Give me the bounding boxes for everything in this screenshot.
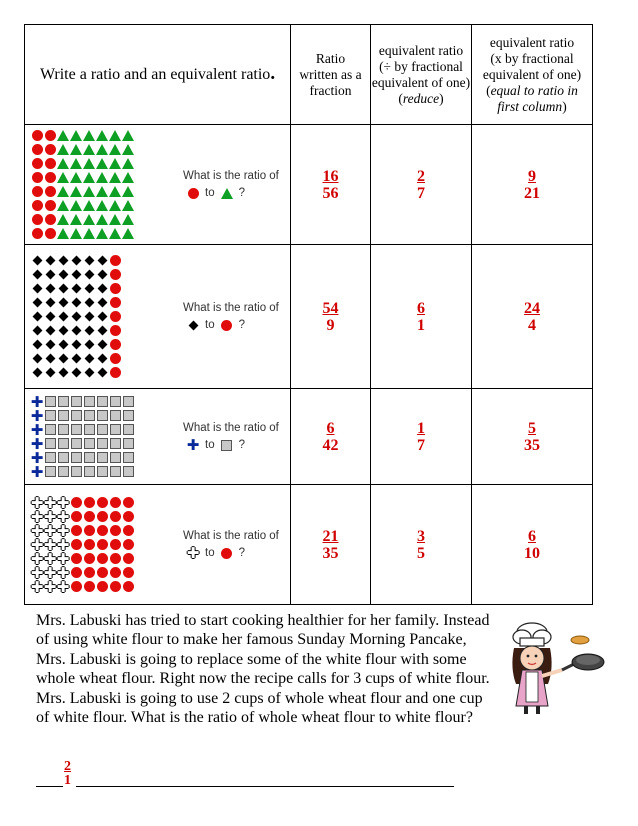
black-diamond-icon <box>31 283 43 295</box>
ratio-fraction: 21 35 <box>291 485 371 605</box>
outline-cross-icon: ✚ <box>43 507 57 526</box>
ratio-fraction: 54 9 <box>291 245 371 389</box>
red-circle-icon <box>70 511 82 523</box>
question-prompt: What is the ratio of ✚ to ? <box>183 421 279 454</box>
black-diamond-icon <box>96 297 108 309</box>
gray-square-icon <box>122 410 134 422</box>
black-diamond-icon <box>44 255 56 267</box>
red-circle-icon <box>109 367 121 379</box>
gray-square-icon <box>44 452 56 464</box>
green-triangle-icon <box>96 144 108 156</box>
question-prompt: What is the ratio of ✚ to ? <box>183 529 279 562</box>
outline-cross-icon: ✚ <box>43 577 57 596</box>
black-diamond-icon <box>31 339 43 351</box>
red-circle-icon <box>83 497 95 509</box>
shape-grid <box>30 493 134 596</box>
black-diamond-icon <box>57 255 69 267</box>
gray-square-icon <box>44 438 56 450</box>
gray-square-icon <box>57 424 69 436</box>
gray-square-icon <box>221 439 233 451</box>
green-triangle-icon <box>57 158 69 170</box>
red-circle-icon <box>44 130 56 142</box>
green-triangle-icon <box>122 130 134 142</box>
black-diamond-icon <box>83 353 95 365</box>
red-circle-icon <box>44 200 56 212</box>
reduced-fraction: 3 5 <box>371 485 472 605</box>
gray-square-icon <box>122 396 134 408</box>
outline-cross-icon: ✚ <box>56 563 70 582</box>
red-circle-icon <box>122 525 134 537</box>
table-row <box>25 485 593 605</box>
green-triangle-icon <box>83 228 95 240</box>
black-diamond-icon <box>57 297 69 309</box>
black-diamond-icon <box>70 367 82 379</box>
answer-blank-short <box>36 786 63 787</box>
black-diamond-icon <box>83 269 95 281</box>
gray-square-icon <box>83 466 95 478</box>
outline-cross-icon: ✚ <box>30 549 44 568</box>
black-diamond-icon <box>31 367 43 379</box>
green-triangle-icon <box>96 130 108 142</box>
gray-square-icon <box>83 396 95 408</box>
outline-cross-icon: ✚ <box>30 493 44 512</box>
gray-square-icon <box>122 466 134 478</box>
green-triangle-icon <box>57 144 69 156</box>
green-triangle-icon <box>83 172 95 184</box>
red-circle-icon <box>31 214 43 226</box>
green-triangle-icon <box>57 228 69 240</box>
blue-cross-icon: ✚ <box>30 406 44 425</box>
green-triangle-icon <box>70 186 82 198</box>
shape-grid <box>30 392 134 481</box>
answer-fraction: $\frac{2}{1}$ <box>64 759 71 788</box>
red-circle-icon <box>96 567 108 579</box>
picture-cell <box>25 485 291 605</box>
answer-blank-long <box>76 786 454 787</box>
gray-square-icon <box>57 452 69 464</box>
gray-square-icon <box>83 424 95 436</box>
red-circle-icon <box>70 581 82 593</box>
black-diamond-icon <box>96 269 108 281</box>
black-diamond-icon <box>96 325 108 337</box>
header-row <box>25 25 593 125</box>
red-circle-icon <box>44 186 56 198</box>
header-instructions: Write a ratio and an equivalent ratio. <box>25 25 291 125</box>
green-triangle-icon <box>83 144 95 156</box>
gray-square-icon <box>44 424 56 436</box>
red-circle-icon <box>122 567 134 579</box>
shape-grid <box>31 130 134 240</box>
header-ratio-fraction: Ratio written as a fraction <box>291 25 371 125</box>
gray-square-icon <box>44 466 56 478</box>
scaled-fraction: 6 10 <box>472 485 593 605</box>
header-instructions-text: Write a ratio and an equivalent ratio <box>39 66 271 83</box>
red-circle-icon <box>109 311 121 323</box>
red-circle-icon <box>44 144 56 156</box>
gray-square-icon <box>70 466 82 478</box>
green-triangle-icon <box>122 186 134 198</box>
black-diamond-icon <box>96 255 108 267</box>
red-circle-icon <box>31 186 43 198</box>
gray-square-icon <box>44 396 56 408</box>
black-diamond-icon <box>57 367 69 379</box>
outline-cross-icon: ✚ <box>43 563 57 582</box>
green-triangle-icon <box>57 214 69 226</box>
black-diamond-icon <box>57 353 69 365</box>
gray-square-icon <box>44 410 56 422</box>
green-triangle-icon <box>70 130 82 142</box>
red-circle-icon <box>109 567 121 579</box>
gray-square-icon <box>96 466 108 478</box>
black-diamond-icon <box>44 269 56 281</box>
blue-cross-icon: ✚ <box>30 434 44 453</box>
green-triangle-icon <box>109 200 121 212</box>
scaled-fraction: 5 35 <box>472 389 593 485</box>
green-triangle-icon <box>109 158 121 170</box>
black-diamond-icon <box>31 353 43 365</box>
green-triangle-icon <box>109 214 121 226</box>
red-circle-icon <box>109 297 121 309</box>
red-circle-icon <box>83 511 95 523</box>
black-diamond-icon <box>83 255 95 267</box>
header-scale: equivalent ratio (x by fractional equivalent of one) (equal to ratio in first column) <box>472 25 593 125</box>
gray-square-icon <box>122 438 134 450</box>
red-circle-icon <box>109 255 121 267</box>
reduced-fraction: 6 1 <box>371 245 472 389</box>
gray-square-icon <box>83 452 95 464</box>
blue-cross-icon: ✚ <box>186 436 200 454</box>
black-diamond-icon <box>96 283 108 295</box>
red-circle-icon <box>83 567 95 579</box>
red-circle-icon <box>221 319 233 331</box>
black-diamond-icon <box>70 339 82 351</box>
blue-cross-icon: ✚ <box>30 420 44 439</box>
gray-square-icon <box>70 424 82 436</box>
black-diamond-icon <box>31 311 43 323</box>
red-circle-icon <box>221 547 233 559</box>
black-diamond-icon <box>96 367 108 379</box>
red-circle-icon <box>31 144 43 156</box>
green-triangle-icon <box>57 172 69 184</box>
red-circle-icon <box>122 539 134 551</box>
red-circle-icon <box>96 511 108 523</box>
red-circle-icon <box>83 539 95 551</box>
red-circle-icon <box>83 553 95 565</box>
black-diamond-icon <box>96 353 108 365</box>
gray-square-icon <box>57 438 69 450</box>
outline-cross-icon: ✚ <box>30 577 44 596</box>
gray-square-icon <box>70 396 82 408</box>
outline-cross-icon: ✚ <box>56 521 70 540</box>
gray-square-icon <box>109 438 121 450</box>
green-triangle-icon <box>83 186 95 198</box>
red-circle-icon <box>96 539 108 551</box>
black-diamond-icon <box>57 325 69 337</box>
gray-square-icon <box>70 452 82 464</box>
black-diamond-icon <box>70 297 82 309</box>
black-diamond-icon <box>44 325 56 337</box>
picture-cell <box>25 245 291 389</box>
green-triangle-icon <box>96 158 108 170</box>
black-diamond-icon <box>31 297 43 309</box>
header-reduce: equivalent ratio (÷ by fractional equivalent of one) (reduce) <box>371 25 472 125</box>
gray-square-icon <box>109 424 121 436</box>
outline-cross-icon: ✚ <box>30 521 44 540</box>
black-diamond-icon <box>70 255 82 267</box>
gray-square-icon <box>70 438 82 450</box>
black-diamond-icon <box>57 269 69 281</box>
red-circle-icon <box>109 581 121 593</box>
black-diamond-icon <box>57 283 69 295</box>
red-circle-icon <box>70 525 82 537</box>
gray-square-icon <box>122 452 134 464</box>
outline-cross-icon: ✚ <box>43 493 57 512</box>
table-row <box>25 125 593 245</box>
reduced-fraction: 1 7 <box>371 389 472 485</box>
red-circle-icon <box>109 525 121 537</box>
green-triangle-icon <box>122 214 134 226</box>
red-circle-icon <box>122 497 134 509</box>
green-triangle-icon <box>57 200 69 212</box>
red-circle-icon <box>83 581 95 593</box>
black-diamond-icon <box>70 269 82 281</box>
black-diamond-icon <box>83 311 95 323</box>
black-diamond-icon <box>57 339 69 351</box>
outline-cross-icon: ✚ <box>56 577 70 596</box>
gray-square-icon <box>96 452 108 464</box>
black-diamond-icon <box>31 269 43 281</box>
black-diamond-icon <box>44 367 56 379</box>
green-triangle-icon <box>83 200 95 212</box>
green-triangle-icon <box>122 200 134 212</box>
gray-square-icon <box>96 410 108 422</box>
black-diamond-icon <box>44 297 56 309</box>
black-diamond-icon <box>70 353 82 365</box>
red-circle-icon <box>96 553 108 565</box>
outline-cross-icon: ✚ <box>43 521 57 540</box>
black-diamond-icon <box>70 325 82 337</box>
red-circle-icon <box>31 228 43 240</box>
black-diamond-icon <box>31 255 43 267</box>
red-circle-icon <box>96 497 108 509</box>
green-triangle-icon <box>96 186 108 198</box>
outline-cross-icon: ✚ <box>56 493 70 512</box>
red-circle-icon <box>109 553 121 565</box>
black-diamond-icon <box>31 325 43 337</box>
word-problem: Mrs. Labuski has tried to start cooking healthier for her family. Instead of using white flour to make her famous Sunday Morning Pancake, Mrs. Labuski is going to replace some of the white flour with some whole wheat flour. Right now the recipe calls for 3 cups of white flour. Mrs. Labuski is going to use 2 cups of whole wheat flour and one cup of white flour. What is the ratio of whole wheat flour to white flour? <box>36 612 490 727</box>
question-prompt: What is the ratio of to ? <box>183 301 279 331</box>
black-diamond-icon <box>96 311 108 323</box>
red-circle-icon <box>109 339 121 351</box>
ratio-table <box>24 24 593 605</box>
gray-square-icon <box>70 410 82 422</box>
black-diamond-icon <box>70 311 82 323</box>
green-triangle-icon <box>83 158 95 170</box>
outline-cross-icon: ✚ <box>30 535 44 554</box>
red-circle-icon <box>83 525 95 537</box>
picture-cell <box>25 125 291 245</box>
outline-cross-icon: ✚ <box>56 535 70 554</box>
red-circle-icon <box>31 158 43 170</box>
ratio-fraction: 6 42 <box>291 389 371 485</box>
red-circle-icon <box>109 269 121 281</box>
outline-cross-icon: ✚ <box>30 507 44 526</box>
red-circle-icon <box>109 325 121 337</box>
answer-line <box>36 760 466 790</box>
green-triangle-icon <box>109 228 121 240</box>
green-triangle-icon <box>70 200 82 212</box>
green-triangle-icon <box>122 228 134 240</box>
black-diamond-icon <box>96 339 108 351</box>
gray-square-icon <box>57 466 69 478</box>
shape-grid <box>31 255 121 379</box>
green-triangle-icon <box>221 187 233 199</box>
gray-square-icon <box>109 466 121 478</box>
outline-cross-icon: ✚ <box>43 535 57 554</box>
red-circle-icon <box>122 581 134 593</box>
gray-square-icon <box>122 424 134 436</box>
red-circle-icon <box>109 511 121 523</box>
red-circle-icon <box>70 567 82 579</box>
red-circle-icon <box>44 228 56 240</box>
green-triangle-icon <box>109 144 121 156</box>
green-triangle-icon <box>109 130 121 142</box>
ratio-fraction: 16 56 <box>291 125 371 245</box>
red-circle-icon <box>109 539 121 551</box>
green-triangle-icon <box>96 214 108 226</box>
black-diamond-icon <box>44 283 56 295</box>
red-circle-icon <box>96 525 108 537</box>
blue-cross-icon: ✚ <box>30 392 44 411</box>
red-circle-icon <box>109 497 121 509</box>
scaled-fraction: 9 21 <box>472 125 593 245</box>
gray-square-icon <box>83 438 95 450</box>
green-triangle-icon <box>57 186 69 198</box>
reduced-fraction: 2 7 <box>371 125 472 245</box>
red-circle-icon <box>122 511 134 523</box>
question-prompt: What is the ratio of to ? <box>183 169 279 199</box>
outline-cross-icon: ✚ <box>56 549 70 568</box>
green-triangle-icon <box>70 228 82 240</box>
red-circle-icon <box>44 158 56 170</box>
red-circle-icon <box>44 172 56 184</box>
gray-square-icon <box>109 410 121 422</box>
red-circle-icon <box>96 581 108 593</box>
table-row <box>25 389 593 485</box>
picture-cell <box>25 389 291 485</box>
red-circle-icon <box>31 172 43 184</box>
red-circle-icon <box>70 539 82 551</box>
black-diamond-icon <box>44 353 56 365</box>
red-circle-icon <box>70 553 82 565</box>
black-diamond-icon <box>83 367 95 379</box>
green-triangle-icon <box>83 214 95 226</box>
gray-square-icon <box>57 396 69 408</box>
red-circle-icon <box>70 497 82 509</box>
black-diamond-icon <box>83 297 95 309</box>
red-circle-icon <box>109 283 121 295</box>
chef-illustration <box>500 618 620 718</box>
green-triangle-icon <box>70 144 82 156</box>
gray-square-icon <box>96 438 108 450</box>
green-triangle-icon <box>96 200 108 212</box>
black-diamond-icon <box>57 311 69 323</box>
red-circle-icon <box>122 553 134 565</box>
black-diamond-icon <box>83 283 95 295</box>
red-circle-icon <box>44 214 56 226</box>
scaled-fraction: 24 4 <box>472 245 593 389</box>
outline-cross-icon: ✚ <box>186 544 200 562</box>
red-circle-icon <box>31 200 43 212</box>
black-diamond-icon <box>187 319 199 331</box>
black-diamond-icon <box>70 283 82 295</box>
green-triangle-icon <box>70 158 82 170</box>
red-circle-icon <box>109 353 121 365</box>
table-row <box>25 245 593 389</box>
green-triangle-icon <box>57 130 69 142</box>
outline-cross-icon: ✚ <box>43 549 57 568</box>
green-triangle-icon <box>122 144 134 156</box>
red-circle-icon <box>31 130 43 142</box>
blue-cross-icon: ✚ <box>30 448 44 467</box>
green-triangle-icon <box>83 130 95 142</box>
gray-square-icon <box>57 410 69 422</box>
green-triangle-icon <box>96 228 108 240</box>
black-diamond-icon <box>44 339 56 351</box>
blue-cross-icon: ✚ <box>30 462 44 481</box>
black-diamond-icon <box>83 339 95 351</box>
outline-cross-icon: ✚ <box>56 507 70 526</box>
green-triangle-icon <box>96 172 108 184</box>
gray-square-icon <box>96 424 108 436</box>
outline-cross-icon: ✚ <box>30 563 44 582</box>
gray-square-icon <box>109 396 121 408</box>
black-diamond-icon <box>44 311 56 323</box>
gray-square-icon <box>96 396 108 408</box>
green-triangle-icon <box>122 158 134 170</box>
gray-square-icon <box>83 410 95 422</box>
black-diamond-icon <box>83 325 95 337</box>
gray-square-icon <box>109 452 121 464</box>
red-circle-icon <box>187 187 199 199</box>
green-triangle-icon <box>70 172 82 184</box>
green-triangle-icon <box>109 186 121 198</box>
green-triangle-icon <box>70 214 82 226</box>
green-triangle-icon <box>109 172 121 184</box>
green-triangle-icon <box>122 172 134 184</box>
